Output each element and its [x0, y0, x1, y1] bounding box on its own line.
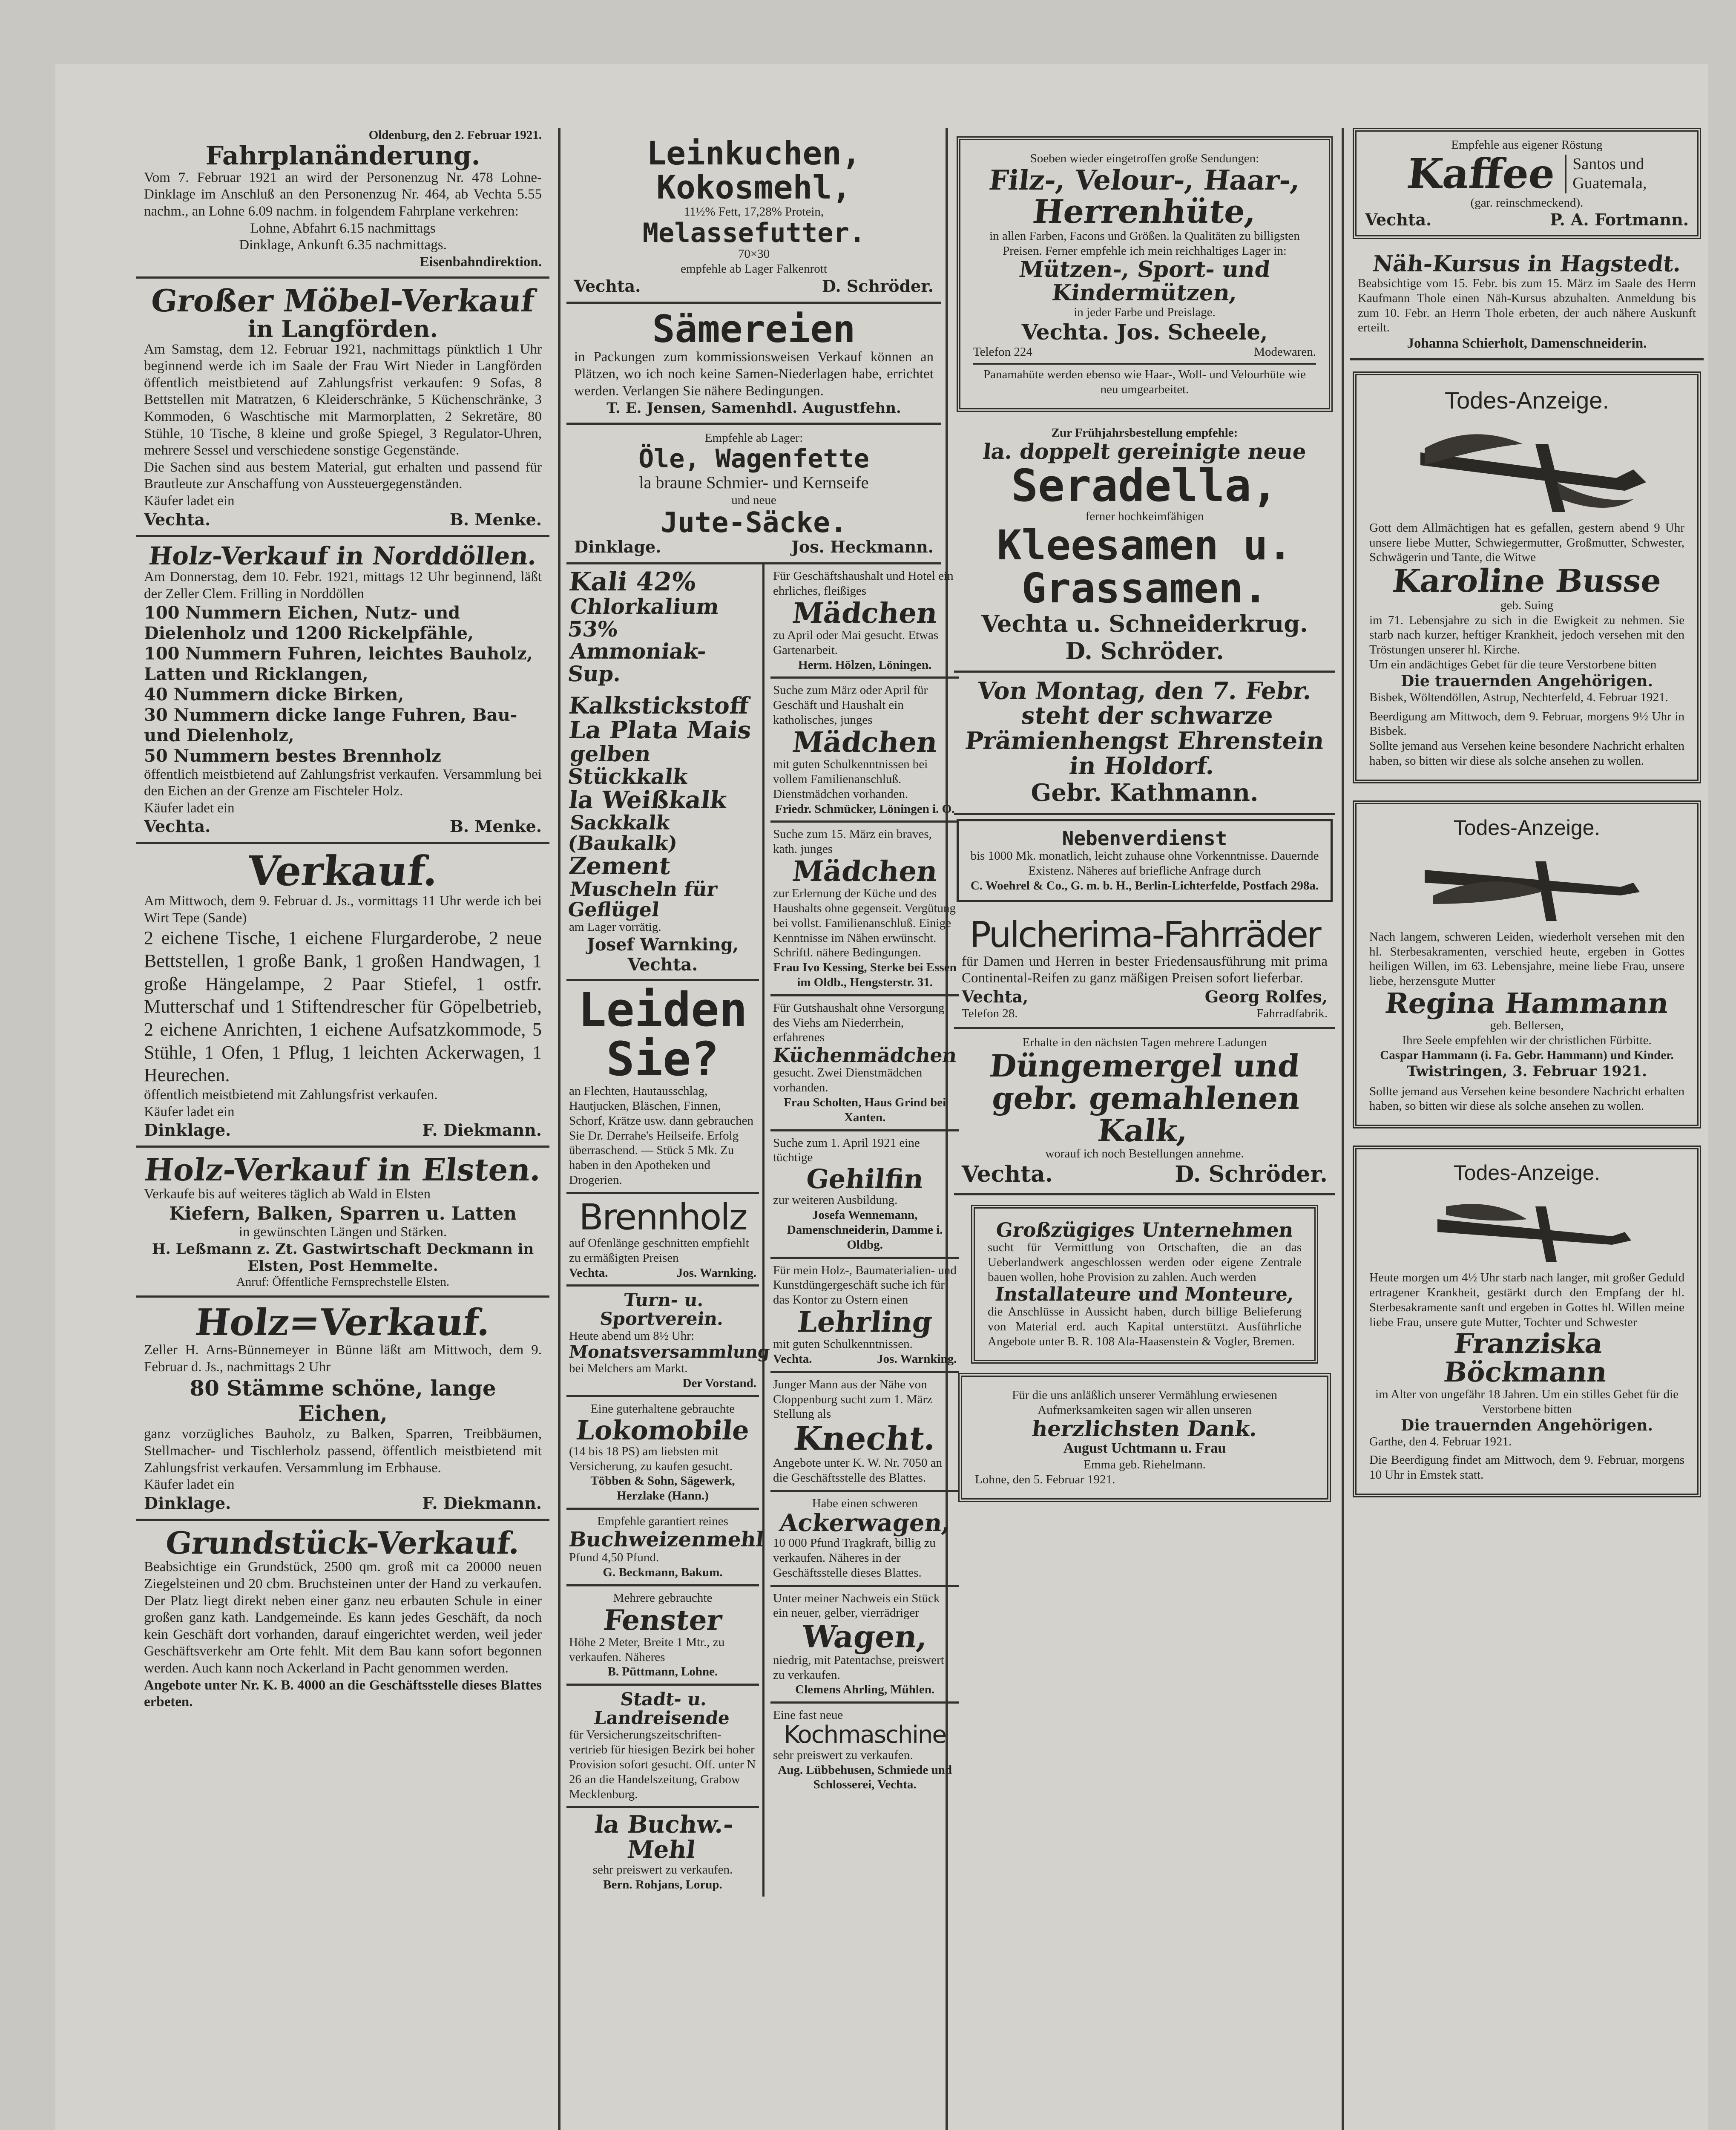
ad-intro: Suche zum 15. März ein braves, kath. junges [773, 827, 932, 856]
ad-title: Ackerwagen, [778, 1509, 952, 1537]
sub-column-left [566, 564, 771, 1897]
ad-intro: Junger Mann aus der Nähe von Cloppenburg sucht zum 1. März Stellung als [773, 1377, 932, 1421]
column-1 [136, 64, 549, 2130]
ad-body: Die Sachen sind aus bestem Material, gut erhalten und passend für Brautleute zur Anschaffung von Aussteuergegenständen. [144, 459, 542, 492]
ad-body: mit guten Schulkenntnissen bei vollem Familienanschluß. Dienstmädchen vorhanden. [773, 757, 928, 801]
ad-signature: D. Schröder. [1065, 637, 1224, 665]
ad-kali [566, 564, 759, 981]
ad-line: la. doppelt gereinigte neue [982, 438, 1308, 464]
ad-signature: Jos. Warnking. [877, 1352, 957, 1366]
ad-gehilfin [770, 1131, 959, 1259]
ad-body: Angebote unter Nr. K. B. 4000 an die Geschäftsstelle dieses Blattes erbeten. [144, 1677, 542, 1710]
ad-signature: Friedr. Schmücker, Löningen i. O. [775, 802, 955, 816]
ad-body: (14 bis 18 PS) am liebsten mit Versicherung, zu kaufen gesucht. [569, 1444, 733, 1473]
ad-body: Verkaufe bis auf weiteres täglich ab Wald in Elsten [144, 1186, 431, 1202]
ad-line: Muscheln für Geflügel [566, 877, 719, 921]
ad-hengst [954, 673, 1335, 815]
ad-telephone: Telefon 28. [962, 1006, 1018, 1020]
ad-body: Vom 7. Februar 1921 an wird der Personenzug Nr. 478 Lohne-Dinklage im Anschluß an den Personenzug Nr. 464, ab Vechta 5.55 nachm., an Lohne 6.09 nachm. in folgendem Fahrplane verkehren: [144, 170, 542, 219]
ad-line: Melassefutter. [642, 217, 865, 249]
ad-signature: P. A. Fortmann. [1550, 210, 1689, 230]
ad-intro: Suche zum März oder April für Geschäft und Haushalt ein katholisches, junges [773, 683, 928, 727]
ad-body: öffentlich meistbietend mit Zahlungsfrist verkaufen. [144, 1087, 438, 1103]
ad-title: Kochmaschine [784, 1721, 946, 1749]
ad-body: Höhe 2 Meter, Breite 1 Mtr., zu verkaufen. Näheres [569, 1635, 725, 1664]
ad-invite: Käufer ladet ein [144, 1104, 235, 1120]
ad-title: herzlichsten Dank. [1031, 1416, 1259, 1441]
ad-signature: C. Woehrel & Co., G. m. b. H., Berlin-Lichterfelde, Postfach 298a. [970, 878, 1319, 892]
ad-title: Todes-Anzeige. [1444, 386, 1609, 414]
ad-todesanzeige-hammann [1353, 800, 1701, 1128]
column-2 [566, 64, 958, 2130]
ad-signature: Herm. Hölzen, Löningen. [798, 658, 932, 672]
ad-place: Vechta. [627, 955, 698, 975]
ad-line: Kokosmehl, [656, 168, 851, 206]
ad-body: sehr preiswert zu verkaufen. [592, 1863, 733, 1877]
ad-intro: Zur Frühjahrsbestellung empfehle: [1051, 426, 1238, 440]
ad-title: Sämereien [652, 307, 856, 351]
ad-place: Vechta. [574, 276, 641, 296]
ad-signature: Jos. Heckmann. [791, 537, 934, 557]
ad-place: Vechta. [962, 1161, 1053, 1188]
ad-line: Sackkalk (Baukalk) [566, 811, 679, 855]
ad-family: Die trauernden Angehörigen. [1400, 1416, 1653, 1435]
ad-filz-herrenhuete [957, 136, 1333, 412]
ad-place: Vechta. [1365, 210, 1432, 230]
ad-place: Vechta u. Schneiderkrug. [981, 610, 1308, 637]
ad-signature: Aug. Lübbehusen, Schmiede und Schlosserei, Vechta. [778, 1763, 952, 1792]
ad-deceased-name: Franziska Böckmann [1442, 1328, 1609, 1389]
ad-signature: Emma geb. Riehelmann. [1084, 1458, 1206, 1472]
ad-signature: Jos. Warnking. [676, 1266, 756, 1280]
ad-line: la Weißkalk [567, 786, 728, 814]
ad-body: worauf ich noch Bestellungen annehme. [1045, 1147, 1244, 1161]
ad-signature: D. Schröder. [1175, 1161, 1328, 1188]
ad-lokomobile [566, 1397, 759, 1510]
ad-body: zur Erlernung der Küche und des Haushalts ohne gegenseit. Vergütung bei vollst. Familienanschluß. Einige Kenntnisse im Nähen erwünscht. Schriftl. nähere Bedingungen. [773, 887, 956, 960]
ad-intro: Für Gutshaushalt ohne Versorgung des Viehs am Niederrhein, erfahrenes [773, 1001, 945, 1045]
ad-item: 100 Nummern Eichen, Nutz- und Dielenholz und 1200 Rickelpfähle, [144, 602, 474, 643]
ad-intro: Für Geschäftshaushalt und Hotel ein ehrliches, fleißiges [773, 569, 954, 598]
ad-signature: August Uchtmann u. Frau [1063, 1440, 1226, 1456]
ad-intro: Suche zum 1. April 1921 eine tüchtige [773, 1136, 920, 1165]
ad-place: Dinklage. [144, 1493, 231, 1513]
ad-intro: Empfehle garantiert reines [597, 1514, 728, 1528]
ad-title: Kindermützen, [1050, 279, 1239, 306]
ad-signature: F. Diekmann. [422, 1493, 542, 1513]
ad-knecht [770, 1373, 959, 1492]
ad-title: Lokomobile [575, 1414, 751, 1446]
ad-body: ganz vorzügliches Bauholz, zu Balken, Sparren, Treibbäumen, Stellmacher- und Tischlerholz passend, öffentlich meistbietend mit Zahlungsfrist verkaufen. Versammlung im Erbhause. [144, 1426, 542, 1476]
ad-variety: Santos und [1572, 155, 1644, 173]
ad-signature: T. E. Jensen, Samenhdl. Augustfehn. [606, 400, 901, 417]
ad-leinkuchen [566, 64, 941, 304]
ad-line: La Plata Mais [567, 716, 753, 744]
ad-intro: Unter meiner Nachweis ein Stück ein neuer, gelber, vierrädriger [773, 1591, 940, 1620]
ad-title: Seradella, [1011, 460, 1278, 512]
ad-body: sucht für Vermittlung von Ortschaften, die an das Ueberlandwerk angeschlossen werden oder eigene Zentrale bauen wollen, hohe Provision zu zahlen. Auch werden [988, 1241, 1302, 1284]
ad-body: auf Ofenlänge geschnitten empfiehlt zu ermäßigten Preisen [569, 1236, 749, 1265]
ad-title: Düngemergel und [988, 1048, 1302, 1084]
ad-title: Fenster [602, 1603, 724, 1637]
ad-title: Kaffee [1404, 149, 1558, 198]
ad-intro: Erhalte in den nächsten Tagen mehrere Ladungen [1022, 1035, 1267, 1049]
ad-intro: Mehrere gebrauchte [613, 1591, 713, 1605]
ad-place: Vechta. [569, 1266, 608, 1280]
cross-wreath-icon [1395, 418, 1659, 516]
ad-seradella [954, 420, 1335, 673]
ad-body: im 71. Lebensjahre zu sich in die Ewigkeit zu nehmen. Sie starb nach kurzer, heftiger Krankheit, jedoch versehen mit den Tröstungen unserer hl. Kirche. [1369, 613, 1684, 657]
ad-signature: Josefa Wennemann, Damenschneiderin, Damme i. Oldbg. [787, 1208, 943, 1252]
ad-title: Mützen-, Sport- und [1017, 256, 1272, 283]
ad-nebenverdienst [957, 819, 1333, 902]
sub-column-right [765, 564, 959, 1897]
ad-signature: Eisenbahndirektion. [420, 254, 542, 270]
ad-turnverein [566, 1287, 771, 1397]
ad-place: Lohne, den 5. Februar 1921. [975, 1473, 1115, 1486]
ad-ackerwagen [770, 1492, 959, 1587]
ad-family: Die trauernden Angehörigen. [1400, 672, 1653, 690]
ad-title: Küchenmädchen [772, 1044, 958, 1067]
ad-body: Beabsichtige ein Grundstück, 2500 qm. groß mit ca 20000 neuen Ziegelsteinen und 20 cbm. Bruchsteinen unter der Hand zu verkaufen. Der Platz liegt direkt neben einer ganz neu erbauten Schule in einer großen ganz kath. Landgemeinde. Es kann jedes Geschäft, da noch kein Geschäft dort vorhanden, darauf eingerichtet werden, weil jeder Geschäftsverkehr am Orte fehlt. Mit dem Bau kann sofort begonnen werden. Auch kann noch Ackerland in Pacht genommen werden. [144, 1559, 542, 1676]
ad-funeral: Beerdigung am Mittwoch, dem 9. Februar, morgens 9½ Uhr in Bisbek. [1369, 709, 1684, 738]
ad-body: bis 1000 Mk. monatlich, leicht zuhause ohne Vorkenntnisse. Dauernde Existenz. Näheres auf briefliche Anfrage durch [970, 849, 1319, 878]
ad-place: Vechta. [773, 1352, 812, 1366]
column-4 [1350, 64, 1704, 2130]
ad-body: bei Melchers am Markt. [569, 1361, 688, 1376]
ad-line: Öle, Wagenfette [638, 444, 869, 474]
ad-item: 80 Stämme schöne, lange Eichen, [190, 1376, 496, 1426]
ad-maedchen-2 [770, 679, 959, 823]
ad-telephone: Telefon 224 [973, 345, 1032, 359]
ad-line: Zement [567, 852, 672, 881]
ad-body: Am Mittwoch, dem 9. Februar d. Js., vormittags 11 Uhr werde ich bei Wirt Tepe (Sande) [144, 893, 542, 926]
ad-body: Um ein andächtiges Gebet für die teure Verstorbene bitten [1369, 658, 1657, 672]
ad-line: 11½% Fett, 17,28% Protein, [684, 204, 824, 219]
ad-body: Angebote unter K. W. Nr. 7050 an die Geschäftsstelle des Blattes. [773, 1456, 943, 1485]
ad-intro: Soeben wieder eingetroffen große Sendungen: [1030, 152, 1259, 165]
ad-body: für Versicherungszeitschriften-vertrieb für hiesigen Bezirk bei hoher Provision sofort gesucht. Off. unter N 26 an die Handelszeitung, Grabow Mecklenburg. [569, 1728, 756, 1801]
ad-body: zu April oder Mai gesucht. Etwas Gartenarbeit. [773, 628, 939, 657]
ad-body: Heute morgen um 4½ Uhr starb nach langer, mit großer Geduld ertragener Krankheit, gestärkt durch den Empfang der hl. Sterbesakramente sanft und ergeben in Gottes hl. Willen meine liebe Frau, unsere gute Mutter, Tochter und Schwester [1369, 1271, 1684, 1329]
ad-line: gelben Stückkalk [566, 741, 689, 789]
ad-body: Beabsichtige vom 15. Febr. bis zum 15. März im Saale des Herrn Kaufmann Thole einen Näh-Kursus abzuhalten. Anmeldung bis zum 10. Febr. an Herrn Thole erbeten, der auch nähere Auskunft erteilt. [1358, 276, 1696, 335]
ad-signature: Többen & Sohn, Sägewerk, Herzlake (Hann.) [590, 1474, 735, 1503]
ad-signature: G. Beckmann, Bakum. [603, 1566, 723, 1579]
ad-title: Großer Möbel-Verkauf [149, 282, 537, 319]
ad-invite: Käufer ladet ein [144, 800, 235, 816]
ad-title: Lehrling [796, 1305, 934, 1338]
ad-body: mit guten Schulkenntnissen. [773, 1337, 913, 1351]
ad-body: in allen Farben, Facons und Größen. la Qualitäten zu billigsten Preisen. Ferner empfehle ich mein reichhaltiges Lager in: [989, 229, 1300, 258]
ad-signature: Frau Ivo Kessing, Sterke bei Essen im Oldb., Hengsterstr. 31. [773, 961, 957, 989]
ad-body: an Flechten, Hautausschlag, Hautjucken, Bläschen, Finnen, Schorf, Krätze usw. dann gebrauchen Sie Dr. Derrahe's Heilseife. Erfolg überraschend. — Stück 5 Mk. Zu haben in den Apotheken und Drogerien. [569, 1084, 753, 1187]
ad-intro: Empfehle aus eigener Röstung [1451, 138, 1603, 152]
ad-body: niedrig, mit Patentachse, preiswert zu verkaufen. [773, 1653, 944, 1682]
ad-line: Lohne, Abfahrt 6.15 nachmittags [250, 220, 436, 236]
ad-grundstueck [136, 1521, 549, 1717]
ad-line: am Lager vorrätig. [569, 920, 661, 934]
ad-line: Von Montag, den 7. Febr. [976, 676, 1313, 705]
ad-fahrplan [136, 64, 549, 279]
ad-signature: Johanna Schierholt, Damenschneiderin. [1407, 336, 1647, 351]
ad-note: Anruf: Öffentliche Fernsprechstelle Elsten. [236, 1275, 450, 1289]
ad-naehkursus [1350, 247, 1704, 360]
ad-place: Garthe, den 4. Februar 1921. [1369, 1435, 1512, 1449]
ad-title: Holz=Verkauf. [193, 1301, 493, 1344]
ad-title: la Buchw.-Mehl [593, 1810, 735, 1864]
ad-title: Kleesamen u. [997, 521, 1293, 570]
ad-signature: Bern. Rohjans, Lorup. [603, 1877, 722, 1891]
ad-item: 30 Nummern dicke lange Fuhren, Bau- und Dielenholz, [144, 705, 517, 746]
ad-dank [958, 1373, 1331, 1502]
ad-title: Gehilfin [805, 1163, 925, 1195]
ad-body: im Alter von ungefähr 18 Jahren. Um ein stilles Gebet für die Verstorbene bitten [1375, 1387, 1679, 1416]
ad-body: Gott dem Allmächtigen hat es gefallen, gestern abend 9 Uhr unsere liebe Mutter, Schwiegermutter, Großmutter, Schwester, Schwägerin und Tante, die Witwe [1369, 521, 1684, 564]
ad-kochmaschine [770, 1704, 959, 1796]
ad-event: Monatsversammlung [568, 1342, 771, 1362]
ad-line: empfehle ab Lager Falkenrott [681, 262, 827, 276]
ad-body: Am Samstag, dem 12. Februar 1921, nachmittags pünktlich 1 Uhr beginnend werde ich im Saale der Frau Wirt Nieder in Langförden öffentlich meistbietend auf Zahlungsfrist verkaufen: 9 Sofas, 8 Bettstellen mit Matratzen, 6 Kleiderschränke, 5 Küchenschränke, 3 Kommoden, 6 Waschtische mit Marmorplatten, 2 Sekretäre, 80 Stühle, 10 Tische, 8 kleine und große Spiegel, 3 Regulator-Uhren, mehrere Sessel und verschiedene sonstige Gegenstände. [144, 341, 542, 458]
ad-title: Filz-, Velour-, Haar-, [987, 164, 1302, 196]
ad-title: Grundstück-Verkauf. [164, 1524, 522, 1561]
ad-signature: Georg Rolfes, [1204, 987, 1328, 1006]
ad-duengemergel [954, 1029, 1335, 1195]
newspaper-page [55, 64, 1708, 2130]
ad-title: Knecht. [792, 1419, 938, 1458]
ad-title: Näh-Kursus in Hagstedt. [1371, 251, 1683, 277]
ad-body: Am Donnerstag, dem 10. Febr. 1921, mittags 12 Uhr beginnend, läßt der Zeller Clem. Frilling in Norddöllen [144, 569, 542, 602]
ad-line: ferner hochkeimfähigen [1085, 509, 1204, 524]
ad-buchweizenmehl-2 [566, 1808, 759, 1896]
ad-maiden-name: geb. Suing [1500, 598, 1554, 612]
ad-invite: Käufer ladet ein [144, 493, 235, 509]
ad-line: 70×30 [738, 247, 770, 261]
cross-palm-icon [1408, 844, 1646, 925]
ad-title: Grassamen. [1021, 564, 1268, 612]
ad-family: Caspar Hammann (i. Fa. Gebr. Hammann) und Kinder. [1380, 1048, 1674, 1062]
ad-oele [566, 425, 941, 564]
ad-buchweizenmehl [566, 1510, 765, 1586]
ad-body: Pfund 4,50 Pfund. [569, 1551, 659, 1565]
ad-title: Wagen, [800, 1618, 930, 1655]
ad-place: Vechta. [144, 509, 211, 529]
ad-line: und neue [731, 493, 776, 507]
ad-line: Leiden [578, 982, 747, 1037]
ad-body: in jeder Farbe und Preislage. [1074, 305, 1216, 319]
ad-moebel [136, 279, 549, 537]
ad-signature: B. Menke. [449, 817, 542, 836]
ad-place: Dinklage. [574, 537, 661, 557]
ad-invite: Käufer ladet ein [144, 1477, 235, 1493]
ad-body: Für die uns anläßlich unserer Vermählung erwiesenen Aufmerksamkeiten sagen wir allen unseren [1012, 1388, 1277, 1417]
ad-pulcherima [954, 910, 1335, 1029]
ad-line: Sie? [606, 1031, 719, 1086]
ad-lehrling [770, 1259, 959, 1373]
ad-signature: Josef Warnking, [586, 935, 739, 955]
cross-branch-icon [1416, 1189, 1638, 1266]
ad-maiden-name: geb. Bellersen, [1490, 1019, 1564, 1033]
ad-title: Mädchen [790, 725, 939, 759]
ad-signature: Clemens Ahrling, Mühlen. [795, 1683, 935, 1697]
ad-items: 2 eichene Tische, 1 eichene Flurgarderobe, 2 neue Bettstellen, 1 große Bank, 1 großen Handwagen, 1 große Hängelampe, 2 Paar Stiefel, 1 ostfr. Mutterschaf und 1 Stiftendrescher für Göpelbetrieb, 2 eichene Anrichten, 1 eichene Aufsatzkommode, 5 Stühle, 1 Ofen, 1 Pflug, 1 leichten Ackerwagen, 1 Heurechen. [144, 927, 542, 1086]
column-3 [954, 64, 1335, 2130]
ad-holz-elsten [136, 1148, 549, 1298]
ad-note: Sollte jemand aus Versehen keine besondere Nachricht erhalten haben, so bitten wir diese als solche ansehen zu wollen. [1369, 1084, 1684, 1113]
two-column-section [566, 564, 958, 1897]
ad-line: Jute-Säcke. [661, 506, 847, 539]
ad-title: Mädchen [790, 854, 939, 888]
ad-body: zur weiteren Ausbildung. [773, 1193, 898, 1207]
ad-body: 10 000 Pfund Tragkraft, billig zu verkaufen. Näheres in der Geschäftsstelle dieses Blattes. [773, 1536, 936, 1580]
ad-place: Twistringen, 3. Februar 1921. [1407, 1062, 1647, 1080]
ad-title: Holz-Verkauf in Norddöllen. [147, 541, 538, 570]
ad-title: Nebenverdienst [1062, 826, 1227, 850]
ad-title: Todes-Anzeige. [1453, 815, 1601, 840]
ad-intro: Habe einen schweren [812, 1496, 918, 1510]
ad-title: Stadt- u. Landreisende [592, 1689, 731, 1729]
ad-signature: F. Diekmann. [422, 1120, 542, 1140]
ad-brennholz [566, 1194, 759, 1287]
ad-todesanzeige-busse [1353, 371, 1701, 783]
ad-body: sehr preiswert zu verkaufen. [773, 1748, 913, 1762]
ad-item: 50 Nummern bestes Brennholz [144, 746, 441, 766]
ad-line: Chlorkalium 53% [566, 594, 721, 642]
ad-note: (gar. reinschmeckend). [1470, 196, 1584, 210]
ad-leiden [566, 981, 759, 1194]
ad-subtitle: in Langförden. [247, 315, 438, 343]
ad-body: öffentlich meistbietend auf Zahlungsfrist verkaufen. Versammlung bei den Eichen an der Grenze am Fischteler Holz. [144, 766, 542, 799]
ad-holz-norddoellen [136, 537, 549, 844]
ad-title: Mädchen [790, 596, 939, 630]
ad-body: in Packungen zum kommissionsweisen Verkauf können an Plätzen, wo ich noch keine Samen-Niederlagen habe, errichtet werden. Verlangen Sie nähere Bedingungen. [574, 349, 934, 399]
ad-variety: Guatemala, [1572, 174, 1647, 193]
ad-title: gebr. gemahlenen Kalk, [990, 1080, 1302, 1148]
ad-body: gesucht. Zwei Dienstmädchen vorhanden. [773, 1066, 923, 1095]
ad-signature: D. Schröder. [822, 276, 934, 296]
ad-verkauf [136, 844, 549, 1148]
ad-line: la braune Schmier- und Kernseife [639, 473, 869, 492]
ad-signature: Frau Scholten, Haus Grind bei Xanten. [784, 1096, 946, 1124]
ad-signature: Vechta. Jos. Scheele, [1021, 320, 1268, 345]
ad-item: 100 Nummern Fuhren, leichtes Bauholz, Latten und Ricklangen, [144, 643, 533, 684]
ad-place: Bisbek, Wöltendöllen, Astrup, Nechterfeld, 4. Februar 1921. [1369, 690, 1668, 704]
ad-title: Installateure und Monteure, [994, 1283, 1296, 1305]
ad-title: Großzügiges Unternehmen [994, 1218, 1295, 1242]
ad-body: für Damen und Herren in bester Friedensausführung mit prima Continental-Reifen zu ganz mäßigen Preisen sofort lieferbar. [962, 953, 1328, 986]
ad-title: Brennholz [579, 1196, 747, 1238]
ad-place: Vechta. [144, 817, 211, 836]
ad-body: Ihre Seele empfehlen wir der christlichen Fürbitte. [1402, 1033, 1652, 1048]
ad-holz-verkauf [136, 1298, 549, 1521]
ad-signature: Der Vorstand. [682, 1376, 756, 1390]
ad-body: Zeller H. Arns-Bünnemeyer in Bünne läßt am Mittwoch, dem 9. Februar d. Js., nachmittags 2 Uhr [144, 1342, 542, 1375]
dateline: Oldenburg, den 2. Februar 1921. [368, 128, 542, 142]
ad-title: Todes-Anzeige. [1453, 1161, 1601, 1185]
ad-signature: Gebr. Kathmann. [1031, 778, 1259, 807]
ad-body: Nach langem, schweren Leiden, wiederholt versehen mit den hl. Sterbesakramenten, verschied heute, ergeben in Gottes heiligen Willen, im 63. Lebensjahre, meine liebe Frau, unsere liebe, herzensgute Mutter [1369, 930, 1684, 988]
ad-place: Dinklage. [144, 1120, 231, 1140]
ad-line: Leinkuchen, [647, 134, 861, 172]
ad-intro: Eine guterhaltene gebrauchte [590, 1402, 735, 1416]
ad-title: Pulcherima-Fahrräder [969, 913, 1320, 956]
ad-deceased-name: Regina Hammann [1383, 987, 1670, 1020]
ad-item: Kiefern, Balken, Sparren u. Latten [169, 1203, 517, 1224]
ad-signature: B. Püttmann, Lohne. [607, 1665, 718, 1679]
ad-title: Verkauf. [245, 847, 441, 895]
ad-kuechenmaedchen [770, 996, 959, 1131]
ad-signature: B. Menke. [449, 509, 542, 529]
ad-saemereien [566, 304, 941, 425]
ad-trade: Modewaren. [1254, 345, 1316, 359]
ad-funeral: Die Beerdigung findet am Mittwoch, dem 9. Februar, morgens 10 Uhr in Emstek statt. [1369, 1453, 1684, 1482]
ad-intro: Für mein Holz-, Baumaterialien- und Kunstdüngergeschäft suche ich für das Kontor zu Ostern einen [773, 1263, 957, 1307]
ad-kaffee [1353, 128, 1701, 239]
column-rule [558, 128, 560, 2130]
ad-signature: H. Leßmann z. Zt. Gastwirtschaft Deckmann in Elsten, Post Hemmelte. [152, 1241, 534, 1275]
ad-wagen [770, 1587, 959, 1704]
ad-body: Heute abend um 8½ Uhr: [569, 1329, 694, 1343]
ad-line: Empfehle ab Lager: [704, 431, 803, 445]
ad-title: Turn- u. Sportverein. [598, 1290, 725, 1330]
ad-title: Herrenhüte, [1031, 192, 1259, 230]
ad-body: in gewünschten Längen und Stärken. [239, 1224, 447, 1240]
ad-deceased-name: Karoline Busse [1391, 563, 1663, 600]
ad-note: Sollte jemand aus Versehen keine besondere Nachricht erhalten haben, so bitten wir diese als solche ansehen zu wollen. [1369, 739, 1684, 768]
ad-line: steht der schwarze Prämienhengst Ehrenstein in Holdorf. [963, 702, 1326, 780]
ad-line: Kali 42% [567, 567, 698, 597]
ad-note: Panamahüte werden ebenso wie Haar-, Woll- und Velourhüte wie neu umgearbeitet. [973, 363, 1316, 397]
ad-line: Ammoniak-Sup. [566, 639, 708, 686]
ad-maedchen-1 [770, 564, 959, 679]
ad-todesanzeige-boeckmann [1353, 1146, 1701, 1497]
ad-body: die Anschlüsse in Aussicht haben, durch billige Belieferung von Material erd. auch Kapital unterstützt. Ausführliche Angebote unter B. R. 108 Ala-Haasenstein & Vogler, Bremen. [988, 1304, 1302, 1348]
ad-trade: Fahrradfabrik. [1256, 1006, 1328, 1020]
ad-line: Kalkstickstoff [567, 692, 750, 720]
ad-line: Dinklage, Ankunft 6.35 nachmittags. [239, 237, 447, 253]
ad-intro: Eine fast neue [773, 1708, 843, 1722]
column-rule [1342, 128, 1344, 2130]
ad-fenster [566, 1586, 759, 1686]
ad-place: Vechta, [962, 987, 1029, 1006]
ad-reisende [566, 1686, 759, 1808]
ad-title: Buchweizenmehl [568, 1527, 765, 1551]
ad-unternehmen [971, 1205, 1318, 1364]
ad-title: Fahrplanänderung. [205, 141, 480, 171]
ad-maedchen-3 [770, 823, 959, 996]
ad-item: 40 Nummern dicke Birken, [144, 684, 404, 705]
ad-title: Holz-Verkauf in Elsten. [143, 1151, 543, 1188]
